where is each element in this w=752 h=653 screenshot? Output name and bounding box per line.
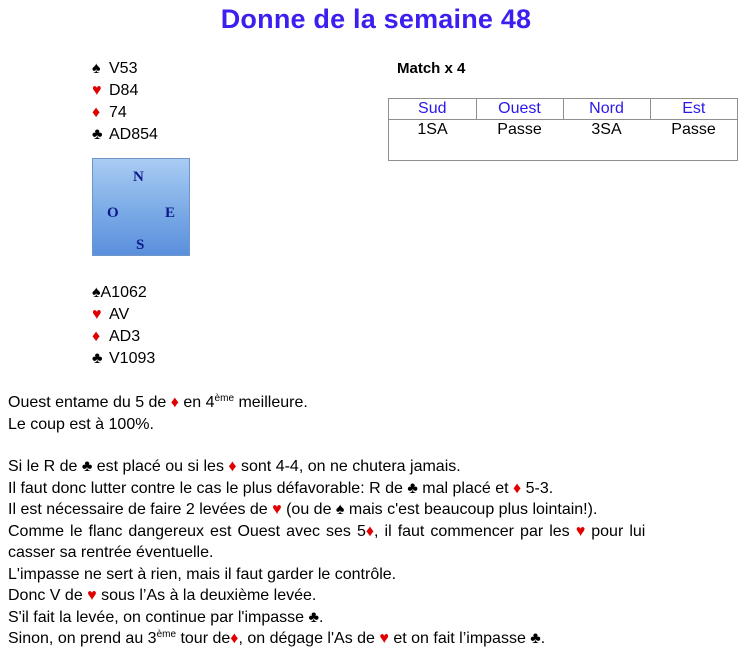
south-hand: [92, 282, 155, 370]
heart-icon: ♥: [92, 82, 102, 99]
text-line: [8, 456, 748, 478]
north-hand: [92, 58, 158, 146]
text-segment: sous l’As à la deuxième levée.: [96, 587, 317, 604]
text-line: [8, 392, 748, 414]
heart-icon: ♥: [575, 522, 586, 540]
north-diamonds: [92, 102, 158, 124]
superscript: ème: [214, 393, 234, 404]
heart-icon: ♥: [92, 306, 102, 323]
compass-east: E: [165, 205, 176, 221]
north-hearts-cards: D84: [109, 82, 139, 99]
north-clubs: [92, 124, 158, 146]
spade-icon: ♠: [92, 60, 101, 77]
text-line: [8, 607, 748, 629]
bidding-row: [389, 120, 737, 141]
compass-north: N: [133, 169, 144, 185]
text-line: [8, 478, 748, 500]
text-segment: meilleure.: [234, 394, 308, 411]
heart-icon: ♥: [379, 630, 389, 647]
bidding-header: Nord: [563, 99, 650, 120]
diamond-icon: ♦: [513, 479, 522, 497]
text-line: casser sa rentrée éventuelle.: [8, 544, 214, 561]
text-segment: , on dégage l'As de: [238, 630, 380, 647]
text-segment: 5-3.: [521, 479, 554, 497]
text-segment: sont 4-4, on ne chutera jamais.: [236, 458, 461, 475]
text-segment: S'il fait la levée, on continue par l'impasse: [8, 608, 309, 626]
diamond-icon: ♦: [228, 458, 237, 475]
north-spades: [92, 58, 158, 80]
text-line: [8, 585, 748, 607]
text-segment: Si le R de: [8, 458, 82, 475]
match-label: Match x 4: [397, 60, 466, 77]
club-icon: ♣: [92, 350, 103, 367]
text-segment: .: [319, 608, 324, 626]
south-clubs-cards: V1093: [109, 350, 156, 367]
heart-icon: ♥: [272, 501, 282, 518]
page-title: Donne de la semaine 48: [220, 4, 532, 34]
compass-south: S: [136, 237, 145, 253]
text-segment: (ou de: [281, 501, 336, 518]
bid-cell: 1SA: [417, 121, 448, 138]
bidding-header: Ouest: [476, 99, 563, 120]
diamond-icon: ♦: [92, 328, 101, 345]
club-icon: ♣: [92, 126, 103, 143]
text-segment: Ouest entame du 5 de: [8, 394, 171, 411]
text-segment: Donc V de: [8, 587, 88, 604]
text-segment: pour lui: [585, 522, 646, 540]
text-segment: mais c'est beaucoup plus lointain!).: [344, 501, 598, 518]
bid-cell: Passe: [497, 121, 542, 138]
text-segment: en 4: [178, 394, 215, 411]
south-clubs: [92, 348, 155, 370]
club-icon: ♣: [530, 630, 541, 647]
text-line: Le coup est à 100%.: [8, 415, 154, 433]
text-line: [8, 521, 748, 543]
text-segment: , il faut commencer par les: [374, 522, 576, 540]
compass-box: [92, 158, 190, 256]
text-segment: est placé ou si les: [92, 458, 229, 475]
south-spades: [92, 282, 155, 304]
text-segment: et on fait l’impasse: [388, 630, 531, 647]
text-segment: Sinon, on prend au 3: [8, 630, 157, 647]
text-segment: mal placé et: [417, 479, 513, 497]
text-segment: Comme le flanc dangereux est Ouest avec ses 5: [8, 522, 366, 540]
bid-cell: 3SA: [591, 121, 622, 138]
diamond-icon: ♦: [230, 630, 239, 647]
spade-icon: ♠: [92, 284, 101, 301]
text-line: L'impasse ne sert à rien, mais il faut garder le contrôle.: [8, 565, 397, 583]
text-segment: tour de: [176, 630, 231, 647]
north-spades-cards: V53: [109, 60, 138, 77]
bidding-header: Est: [650, 99, 737, 120]
club-icon: ♣: [308, 608, 319, 626]
diamond-icon: ♦: [365, 522, 375, 540]
club-icon: ♣: [81, 458, 93, 475]
bidding-header-row: [389, 99, 737, 120]
text-segment: .: [540, 630, 546, 647]
south-diamonds-cards: AD3: [109, 328, 141, 345]
north-diamonds-cards: 74: [109, 104, 127, 121]
text-segment: Il faut donc lutter contre le cas le plus défavorable: R de: [8, 479, 408, 497]
south-spades-cards: A1062: [100, 284, 147, 301]
bidding-header: Sud: [389, 99, 476, 120]
text-line: [8, 499, 748, 521]
superscript: ème: [156, 629, 177, 640]
spade-icon: ♠: [335, 501, 345, 518]
bid-cell: Passe: [671, 121, 716, 138]
north-clubs-cards: AD854: [109, 126, 158, 143]
north-hearts: [92, 80, 158, 102]
paragraph-gap: [8, 435, 748, 456]
text-segment: Il est nécessaire de faire 2 levées de: [8, 501, 273, 518]
analysis-text: [8, 392, 748, 650]
text-line: [8, 628, 748, 650]
bidding-table: [388, 98, 738, 161]
diamond-icon: ♦: [92, 104, 101, 121]
south-diamonds: [92, 326, 155, 348]
south-hearts-cards: AV: [109, 306, 130, 323]
heart-icon: ♥: [87, 587, 97, 604]
club-icon: ♣: [407, 479, 418, 497]
diamond-icon: ♦: [170, 394, 179, 411]
compass-west: O: [107, 205, 119, 221]
south-hearts: [92, 304, 155, 326]
